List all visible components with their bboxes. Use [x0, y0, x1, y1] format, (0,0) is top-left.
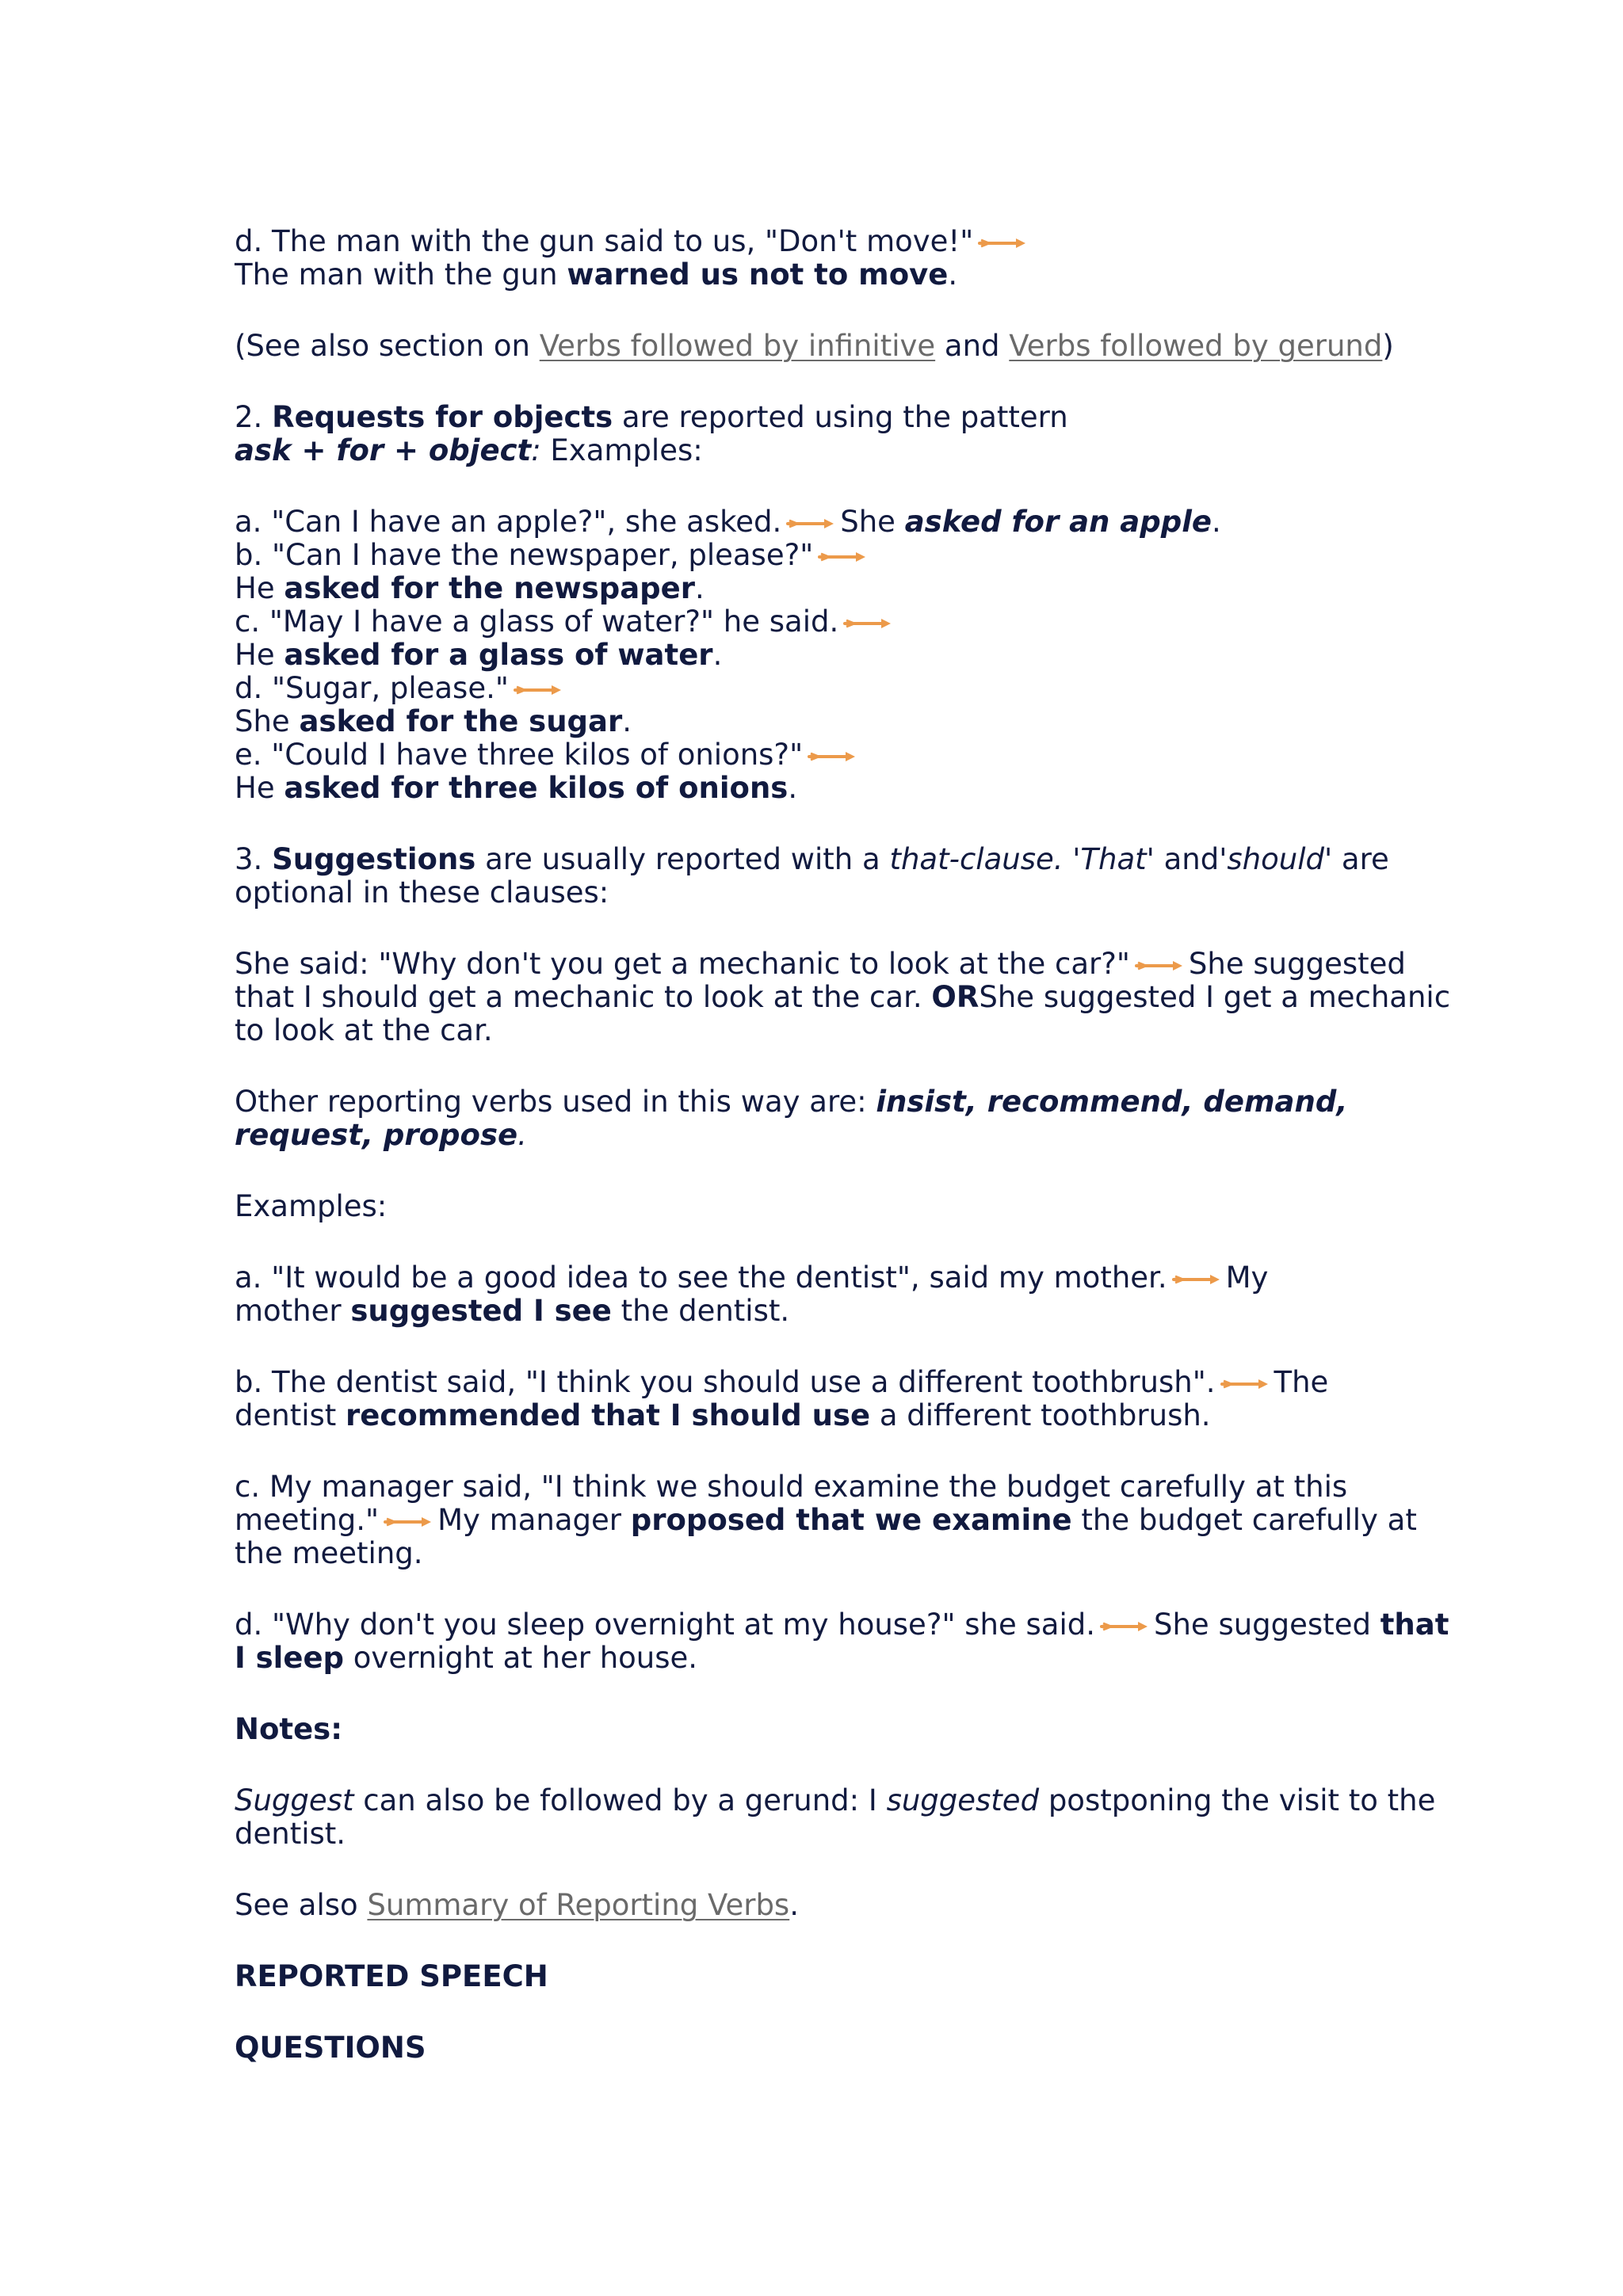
ex-d-line2: I sleep overnight at her house. — [235, 1641, 698, 1675]
heading-questions: QUESTIONS — [235, 2031, 426, 2065]
s2-b-report-line: He asked for the newspaper. — [235, 571, 705, 605]
s2-heading-line: 2. Requests for objects are reported using the pattern — [235, 400, 1068, 434]
ex-c-line2: meeting." My manager proposed that we examine the budget carefully at — [235, 1503, 1417, 1537]
s3-example-line1: She said: "Why don't you get a mechanic to look at the car?" She suggested — [235, 947, 1406, 981]
s2-pattern: ask + for + object — [235, 433, 532, 467]
s2-d-report-line: She asked for the sugar. — [235, 704, 632, 738]
ex-d-line1: d. "Why don't you sleep overnight at my house?" she said. She suggested that — [235, 1608, 1449, 1642]
right-arrow-icon — [1220, 1377, 1270, 1391]
s2-title: Requests for objects — [272, 400, 613, 434]
document-content — [235, 224, 1451, 2065]
s2-e-report-line: He asked for three kilos of onions. — [235, 771, 798, 805]
s3-example-line2: that I should get a mechanic to look at the car. ORShe suggested I get a mechanic — [235, 980, 1451, 1014]
right-arrow-icon — [1172, 1272, 1221, 1287]
s1-d-report-line: The man with the gun warned us not to move. — [235, 257, 958, 292]
ex-a-line2: mother suggested I see the dentist. — [235, 1294, 790, 1328]
s2-d-quote-line: d. "Sugar, please." — [235, 672, 1392, 705]
right-arrow-icon — [843, 616, 892, 631]
s2-b-quote-line: b. "Can I have the newspaper, please?" — [235, 539, 1392, 572]
note-line1: Suggest can also be followed by a gerund: I suggested postponing the visit to the — [235, 1783, 1436, 1817]
s3-example-line3: to look at the car. — [235, 1013, 493, 1047]
link-verbs-gerund[interactable]: Verbs followed by gerund — [1009, 329, 1383, 363]
notes-heading: Notes: — [235, 1712, 342, 1746]
examples-label: Examples: — [235, 1189, 388, 1223]
s2-e-quote-line: e. "Could I have three kilos of onions?" — [235, 738, 1392, 772]
link-summary-reporting-verbs[interactable]: Summary of Reporting Verbs — [367, 1888, 790, 1922]
s3-title: Suggestions — [272, 842, 476, 876]
see-also-line: (See also section on Verbs followed by infinitive and Verbs followed by gerund) — [235, 329, 1394, 363]
link-verbs-infinitive[interactable]: Verbs followed by infinitive — [539, 329, 936, 363]
note-line2: dentist. — [235, 1817, 346, 1851]
ex-c-line3: the meeting. — [235, 1536, 423, 1570]
s2-c-quote-line: c. "May I have a glass of water?" he said. — [235, 605, 1392, 639]
see-also-summary-line: See also Summary of Reporting Verbs. — [235, 1888, 799, 1922]
ex-b-line1: b. The dentist said, "I think you should use a different toothbrush". The — [235, 1365, 1329, 1399]
right-arrow-icon — [384, 1515, 433, 1529]
right-arrow-icon — [514, 683, 563, 697]
s2-a-line: a. "Can I have an apple?", she asked. She asked for an apple. — [235, 505, 1221, 539]
right-arrow-icon — [1135, 959, 1184, 973]
ex-c-line1: c. My manager said, "I think we should examine the budget carefully at this — [235, 1470, 1348, 1504]
right-arrow-icon — [818, 550, 867, 564]
right-arrow-icon — [786, 517, 835, 531]
s3-line2: optional in these clauses: — [235, 875, 609, 910]
s1-d-quote-line: d. The man with the gun said to us, "Don't move!" — [235, 225, 1392, 258]
other-verbs-line1: Other reporting verbs used in this way are: insist, recommend, demand, — [235, 1085, 1348, 1119]
s2-pattern-line: ask + for + object: Examples: — [235, 433, 703, 467]
right-arrow-icon — [1100, 1619, 1149, 1634]
right-arrow-icon — [808, 749, 857, 764]
other-verbs-line2: request, propose. — [235, 1118, 527, 1152]
heading-reported-speech: REPORTED SPEECH — [235, 1959, 548, 1993]
ex-a-line1: a. "It would be a good idea to see the dentist", said my mother. My — [235, 1261, 1269, 1295]
right-arrow-icon — [978, 236, 1027, 250]
s2-c-report-line: He asked for a glass of water. — [235, 638, 723, 672]
ex-b-line2: dentist recommended that I should use a different toothbrush. — [235, 1398, 1211, 1432]
s3-heading-line: 3. Suggestions are usually reported with a that-clause. 'That' and'should' are — [235, 842, 1389, 876]
